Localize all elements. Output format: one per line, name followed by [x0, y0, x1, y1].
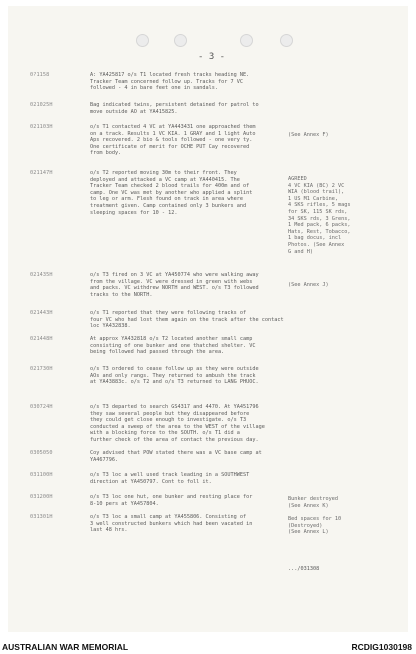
entry-time: 021025H [30, 102, 53, 108]
continuation-marker: .../031308 [288, 566, 320, 572]
entry-text: o/s T2 reported moving 30m to their front. They deployed and attacked a VC camp at YA440415. The Tracker Team checked 2 blood trails for 400m and of camp. One VC was met by another who applied a splint to leg or arm. Flesh found on track in area where treatment given. Camp contained only 3 bunkers and sleeping spaces for 10 - 12. [90, 170, 253, 216]
entry-time: 021448H [30, 336, 53, 342]
entry-annex-note: AGREED 4 VC KIA (BC) 2 VC WIA (blood trail), 1 US M1 Carbine, 4 SKS rifles, 5 mags for SK, 115 SK rds, 34 SKS rds, 3 Grens, 1 Med pack, 6 packs, Hats, Rest, Tobacco, 1 bag docus, incl Photos. (See Annex G and H) [288, 176, 351, 255]
punch-hole [174, 34, 187, 47]
entry-text: o/s T3 fired on 3 VC at YA450774 who were walking away from the village. VC were dressed in green with webs and packs. VC withdrew NORTH and WEST. o/s T3 followed tracks to the NORTH. [90, 272, 259, 298]
entry-time: 021730H [30, 366, 53, 372]
entry-text: o/s T3 departed to search GS4317 and 4470. At YA451796 they saw several people but they disappeared before they could get close enough to investigate. o/s T3 conducted a sweep of the area to the WEST of the village with a blocking force to the SOUTH. o/s T1 did a further check of the area of contact the previous day. [90, 404, 265, 443]
entry-time: 021147H [30, 170, 53, 176]
entry-text: Bag indicated twins, persistent detained for patrol to move outside AO at YA415825. [90, 102, 259, 115]
entry-text: o/s T1 contacted 4 VC at YA443431 one approached them on a track. Results 1 VC KIA. 1 GRAY and 1 light Auto Aps recovered. 2 bio & tools followed - one very ty. One certificate of merit for OCHE PUT Cay recovered from body. [90, 124, 256, 157]
entry-annex-note: Bed spaces for 10 (Destroyed) (See Annex L) [288, 516, 342, 536]
entry-time: 0?1158 [30, 72, 50, 78]
entry-annex-note: Bunker destroyed (See Annex K) [288, 496, 338, 509]
entry-text: Coy advised that POW stated there was a VC base camp at YA467796. [90, 450, 262, 463]
entry-time: 021435H [30, 272, 53, 278]
punch-hole [240, 34, 253, 47]
punch-hole [280, 34, 293, 47]
entry-annex-note: (See Annex J) [288, 282, 329, 288]
entry-time: 021103H [30, 124, 53, 130]
entry-time: 031100H [30, 472, 53, 478]
entry-text: o/s T3 loc a well used track leading in a SOUTHWEST direction at YA450797. Cont to foll it. [90, 472, 250, 485]
entry-time: 021443H [30, 310, 53, 316]
entry-text: o/s T3 loc a small camp at YA455806. Consisting of 3 well constructed bunkers which had been vacated in last 48 hrs. [90, 514, 253, 534]
footer-archive-name: AUSTRALIAN WAR MEMORIAL [2, 642, 129, 652]
entry-text: o/s T3 loc one hut, one bunker and resting place for 8-10 pers at YA457804. [90, 494, 253, 507]
entry-text: o/s T3 ordered to cease follow up as they were outside AOs and only rangs. They returned to ambush the track at YA43883c. o/s T2 and o/s T3 returned to LANG PHUOC. [90, 366, 259, 386]
entry-text: A: YA425817 o/s T1 located fresh tracks heading NE. Tracker Team concerned follow up. Tracks for 7 VC followed - 4 in bare feet one in sandals. [90, 72, 250, 92]
entry-time: 031200H [30, 494, 53, 500]
page-number: - 3 - [198, 52, 226, 62]
entry-time: 031301H [30, 514, 53, 520]
punch-hole [136, 34, 149, 47]
entry-text: o/s T1 reported that they were following tracks of four VC who had lost them again on the track after the contact loc YA432838. [90, 310, 284, 330]
footer-record-id: RCDIG1030198 [351, 642, 412, 652]
entry-annex-note: (See Annex F) [288, 132, 329, 138]
entry-text: At approx YA432818 o/s T2 located another small camp consisting of one bunker and one thatched shelter. VC being followed had passed through the area. [90, 336, 256, 356]
entry-time: 0305050 [30, 450, 53, 456]
entry-time: 030724H [30, 404, 53, 410]
